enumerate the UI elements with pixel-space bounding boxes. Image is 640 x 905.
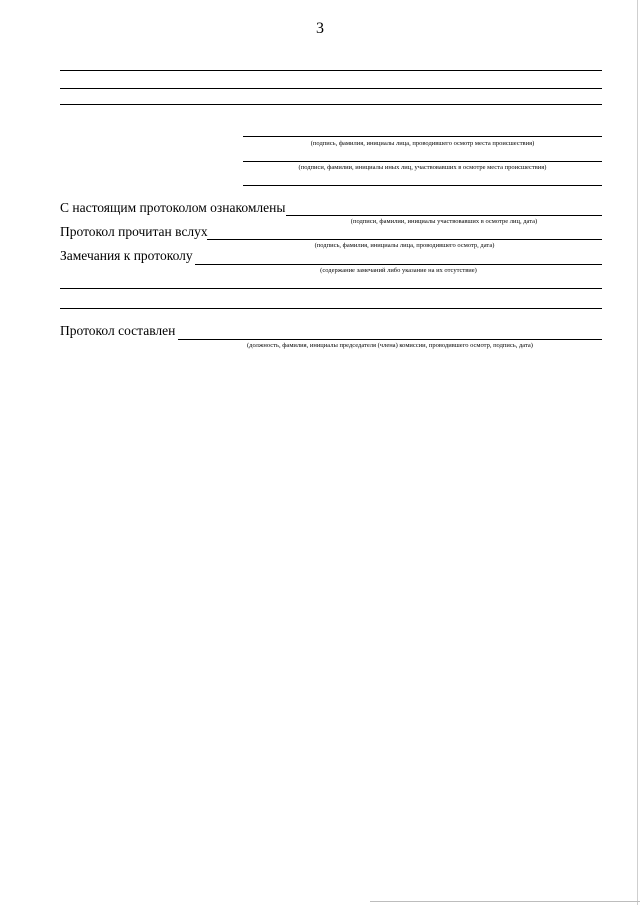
inspector-signature-caption: (подпись, фамилия, инициалы лица, проводившего осмотр места происшествия) (310, 140, 535, 147)
read-aloud-label: Протокол прочитан вслух (60, 224, 208, 239)
remarks-label: Замечания к протоколу (60, 248, 193, 263)
page-edge-right (637, 0, 638, 905)
remarks-caption: (содержание замечаний либо указание на их отсутствие) (320, 267, 477, 274)
compiled-line[interactable] (178, 339, 602, 340)
blank-line-2[interactable] (60, 88, 602, 89)
remarks-line-3[interactable] (60, 308, 602, 309)
blank-line-1[interactable] (60, 70, 602, 71)
remarks-line-2[interactable] (60, 288, 602, 289)
read-aloud-caption: (подпись, фамилия, инициалы лица, проводившего осмотр, дата) (314, 242, 495, 249)
participants-signature-line-2[interactable] (243, 185, 602, 186)
acknowledged-line[interactable] (286, 215, 602, 216)
acknowledged-caption: (подписи, фамилии, инициалы участвовавших в осмотре лиц, дата) (350, 218, 538, 225)
compiled-label: Протокол составлен (60, 323, 176, 338)
blank-line-3[interactable] (60, 104, 602, 105)
participants-signature-caption: (подписи, фамилии, инициалы иных лиц, участвовавших в осмотре места происшествия) (298, 164, 547, 171)
page-edge-bottom (370, 901, 640, 902)
compiled-caption: (должность, фамилия, инициалы председателя (члена) комиссии, проводившего осмотр, подпись, дата) (247, 342, 533, 349)
inspector-signature-line[interactable] (243, 136, 602, 137)
remarks-line[interactable] (195, 264, 602, 265)
page-number: 3 (316, 20, 324, 37)
participants-signature-line[interactable] (243, 161, 602, 162)
read-aloud-line[interactable] (207, 239, 602, 240)
acknowledged-label: С настоящим протоколом ознакомлены (60, 200, 286, 215)
